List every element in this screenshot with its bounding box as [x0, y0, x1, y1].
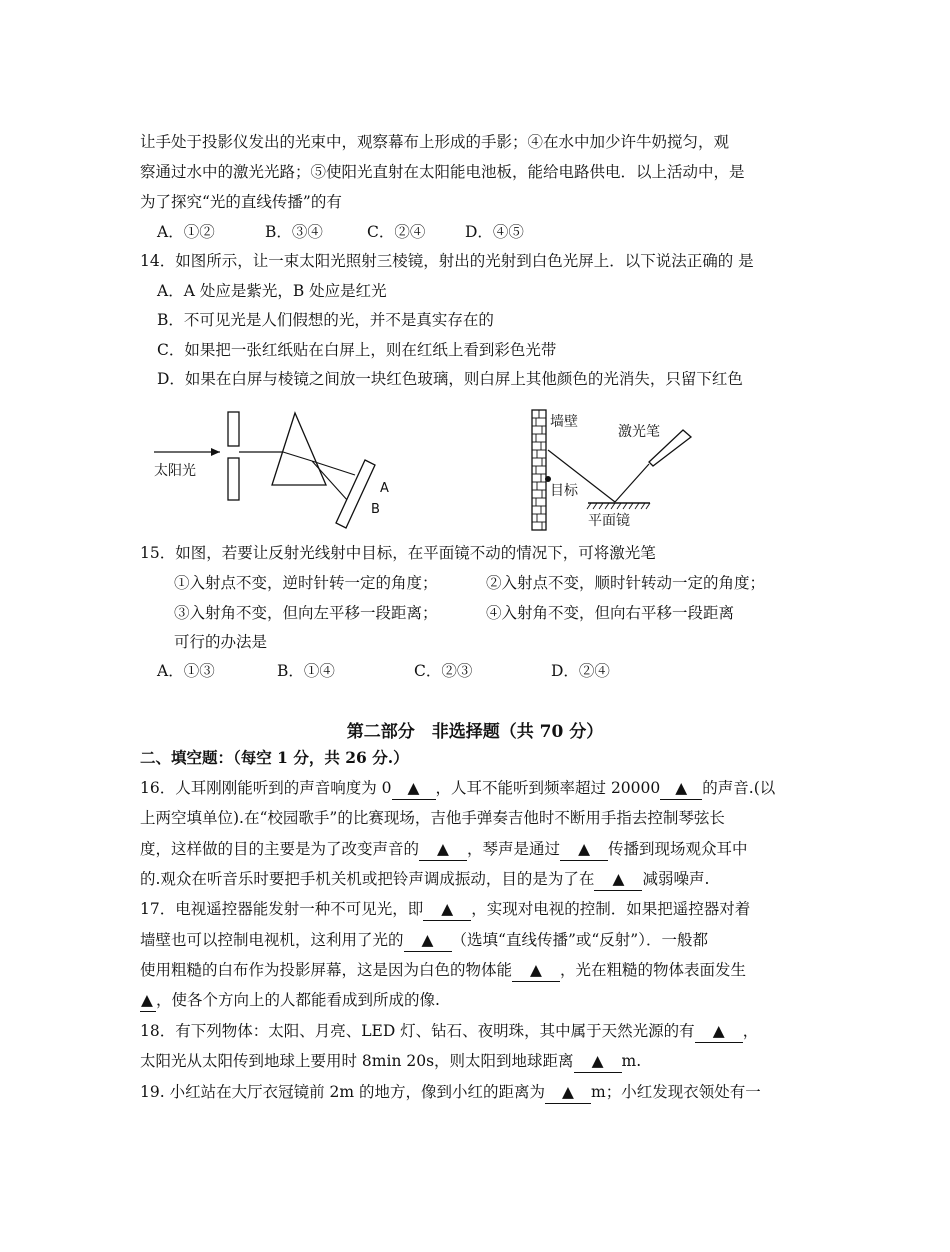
- q17-line4: [140, 989, 440, 1012]
- answer-blank: ▲: [423, 898, 471, 921]
- q16-text: 减弱噪声.: [642, 870, 710, 888]
- q17-text: 墙壁也可以控制电视机，这利用了光的: [140, 931, 404, 949]
- q13-option-d: D．④⑤: [465, 223, 524, 241]
- q15-choices-row2: [174, 602, 734, 624]
- q18-line1: [140, 1020, 758, 1043]
- q15-choice-4: ④入射角不变，但向右平移一段距离: [486, 604, 735, 622]
- answer-blank: ▲: [419, 838, 467, 861]
- answer-blank: ▲: [512, 959, 560, 982]
- slit-upper: [228, 412, 239, 446]
- wall: [532, 410, 546, 530]
- q13-option-b: B．③④: [265, 223, 323, 241]
- q17-line3: [140, 959, 746, 982]
- q17-text: 17．电视遥控器能发射一种不可见光，即: [140, 900, 424, 918]
- q15-ask: 可行的办法是: [174, 633, 268, 651]
- target-label: 目标: [550, 483, 578, 499]
- answer-blank: ▲: [404, 929, 452, 952]
- part2-title: 第二部分 非选择题（共 70 分）: [346, 722, 604, 742]
- q14-option-d: D．如果在白屏与棱镜之间放一块红色玻璃，则白屏上其他颜色的光消失，只留下红色: [157, 370, 743, 388]
- prism: [272, 413, 326, 485]
- q16-line2: 上两空填单位).在“校园歌手”的比赛现场，吉他手弹奏吉他时不断用手指去控制琴弦长: [140, 809, 725, 827]
- q16-text: 传播到现场观众耳中: [608, 840, 748, 858]
- q17-text: 使用粗糙的白布作为投影屏幕，这是因为白色的物体能: [140, 961, 513, 979]
- target-dot: [545, 476, 551, 482]
- q14-option-a: A．A 处应是紫光，B 处应是红光: [157, 282, 387, 300]
- q15-choice-2: ②入射点不变，顺时针转动一定的角度；: [486, 574, 766, 592]
- q15-choice-3: ③入射角不变，但向左平移一段距离；: [174, 604, 438, 622]
- answer-blank: ▲: [594, 868, 642, 891]
- wall-label: 墙壁: [550, 414, 578, 430]
- mirror-figure: [528, 408, 718, 533]
- q15-option-b: B．①④: [277, 662, 335, 680]
- slit-lower: [228, 458, 239, 500]
- q17-text: ，实现对电视的控制．如果把遥控器对着: [471, 900, 751, 918]
- q16-line1: [140, 777, 775, 800]
- fill-in-header: 二、填空题：（每空 1 分，共 26 分.）: [140, 748, 409, 767]
- q18-line2: [140, 1050, 641, 1073]
- q18-text: ，: [742, 1022, 759, 1040]
- q17-line2: [140, 929, 708, 952]
- mirror-hatching: [587, 503, 650, 509]
- q16-line4: [140, 868, 709, 891]
- q17-line1: [140, 898, 750, 921]
- answer-blank: ▲: [695, 1020, 743, 1043]
- mirror-label: 平面镜: [588, 513, 630, 529]
- answer-blank: ▲: [660, 777, 702, 800]
- prism-figure: [150, 405, 400, 530]
- q13-line1: 让手处于投影仪发出的光束中，观察幕布上形成的手影；④在水中加少许牛奶搅匀，观: [140, 133, 730, 151]
- q19-text: 19. 小红站在大厅衣冠镜前 2m 的地方，像到小红的距离为: [140, 1083, 545, 1101]
- q14-option-b: B．不可见光是人们假想的光，并不是真实存在的: [157, 311, 494, 329]
- label-a: A: [380, 481, 389, 496]
- q18-text: 太阳光从太阳传到地球上要用时 8min 20s，则太阳到地球距离: [140, 1052, 574, 1070]
- q15-choices-row1: [174, 572, 765, 594]
- q16-text: 的.观众在听音乐时要把手机关机或把铃声调成振动，目的是为了在: [140, 870, 595, 888]
- q19-line1: [140, 1081, 761, 1104]
- sunlight-label: 太阳光: [154, 463, 196, 479]
- q17-text: ，使各个方向上的人都能看成到所成的像.: [156, 991, 440, 1009]
- q16-text: ，琴声是通过: [467, 840, 561, 858]
- answer-blank: ▲: [574, 1050, 622, 1073]
- refracted-beam: [283, 452, 312, 461]
- laser-label: 激光笔: [618, 424, 660, 440]
- q15-choice-1: ①入射点不变，逆时针转一定的角度；: [174, 574, 438, 592]
- q13-line3: 为了探究“光的直线传播”的有: [140, 193, 342, 211]
- q13-option-a: A．①②: [157, 223, 215, 241]
- q14-option-c: C．如果把一张红纸贴在白屏上，则在红纸上看到彩色光带: [157, 341, 557, 359]
- answer-blank: ▲: [545, 1081, 591, 1104]
- q18-text: 18．有下列物体：太阳、月亮、LED 灯、钻石、夜明珠，其中属于天然光源的有: [140, 1022, 695, 1040]
- q15-options: [157, 660, 610, 682]
- q16-line3: [140, 838, 748, 861]
- q16-text: ，人耳不能听到频率超过 20000: [435, 779, 661, 797]
- q14-stem: 14．如图所示，让一束太阳光照射三棱镜，射出的光射到白色光屏上．以下说法正确的 是: [140, 252, 754, 270]
- q15-stem: 15．如图，若要让反射光线射中目标，在平面镜不动的情况下，可将激光笔: [140, 544, 656, 562]
- sunlight-arrowhead: [211, 448, 220, 456]
- q17-text: （选填“直线传播”或“反射”）．一般都: [451, 931, 708, 949]
- q17-text: ，光在粗糙的物体表面发生: [560, 961, 747, 979]
- q13-option-c: C．②④: [367, 223, 426, 241]
- label-b: B: [371, 502, 380, 517]
- q16-text: 的声音.(以: [702, 779, 776, 797]
- answer-blank: ▲: [392, 777, 436, 800]
- q13-line2: 察通过水中的激光光路；⑤使阳光直射在太阳能电池板，能给电路供电．以上活动中，是: [140, 163, 745, 181]
- q18-text: m.: [621, 1052, 642, 1070]
- q15-option-d: D．②④: [551, 662, 610, 680]
- q15-option-c: C．②③: [414, 662, 473, 680]
- q15-option-a: A．①③: [157, 662, 215, 680]
- answer-blank: ▲: [560, 838, 608, 861]
- q19-text: m；小红发现衣领处有一: [591, 1083, 761, 1101]
- q16-text: 16．人耳刚刚能听到的声音响度为 0: [140, 779, 392, 797]
- q13-options: [157, 221, 524, 243]
- answer-blank: ▲: [140, 989, 156, 1012]
- q16-text: 度，这样做的目的主要是为了改变声音的: [140, 840, 420, 858]
- incident-ray: [615, 464, 649, 502]
